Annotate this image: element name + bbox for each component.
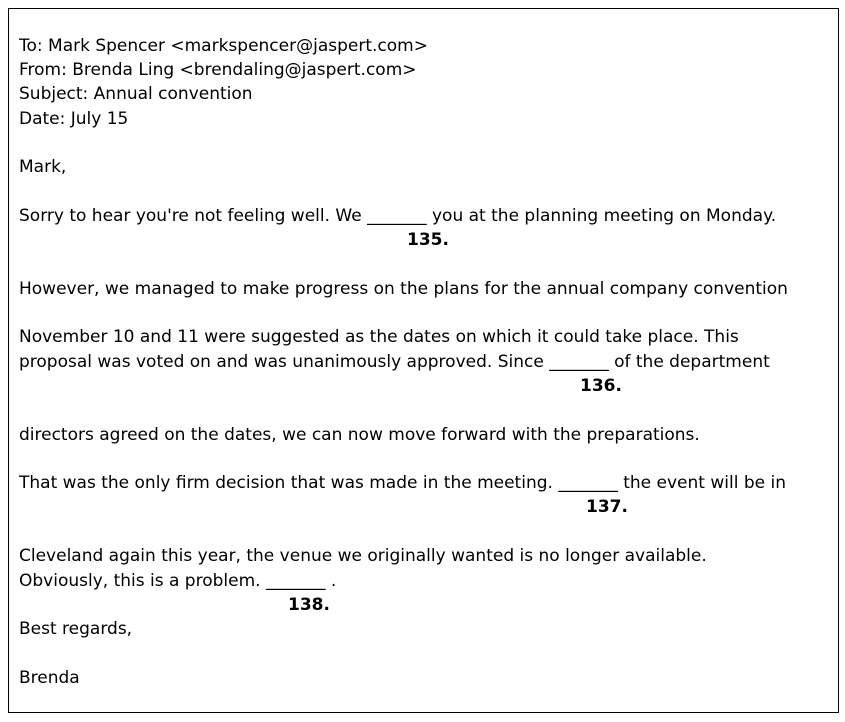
blank-number-137: 137. (586, 497, 628, 517)
blank-number-138: 138. (288, 595, 330, 615)
paragraph-4: directors agreed on the dates, we can now move forward with the preparations. (19, 425, 700, 445)
closing: Best regards, (19, 619, 133, 639)
subject-line: Subject: Annual convention (19, 84, 253, 104)
paragraph-1: Sorry to hear you're not feeling well. We _______ you at the planning meeting on Monday. (19, 206, 777, 226)
signature: Brenda (19, 668, 80, 688)
to-line: To: Mark Spencer <markspencer@jaspert.com> (19, 36, 428, 56)
paragraph-3-line-2: proposal was voted on and was unanimously approved. Since _______ of the department (19, 352, 770, 372)
date-line: Date: July 15 (19, 109, 129, 129)
blank-number-135: 135. (407, 230, 449, 250)
paragraph-6-line-2: Obviously, this is a problem. _______ . (19, 571, 337, 591)
greeting: Mark, (19, 157, 67, 177)
paragraph-2: However, we managed to make progress on the plans for the annual company convention (19, 279, 788, 299)
blank-number-136: 136. (580, 376, 622, 396)
from-line: From: Brenda Ling <brendaling@jaspert.com> (19, 60, 417, 80)
paragraph-5: That was the only firm decision that was made in the meeting. _______ the event will be in (19, 473, 786, 493)
paragraph-6-line-1: Cleveland again this year, the venue we originally wanted is no longer available. (19, 546, 707, 566)
paragraph-3-line-1: November 10 and 11 were suggested as the dates on which it could take place. This (19, 327, 739, 347)
